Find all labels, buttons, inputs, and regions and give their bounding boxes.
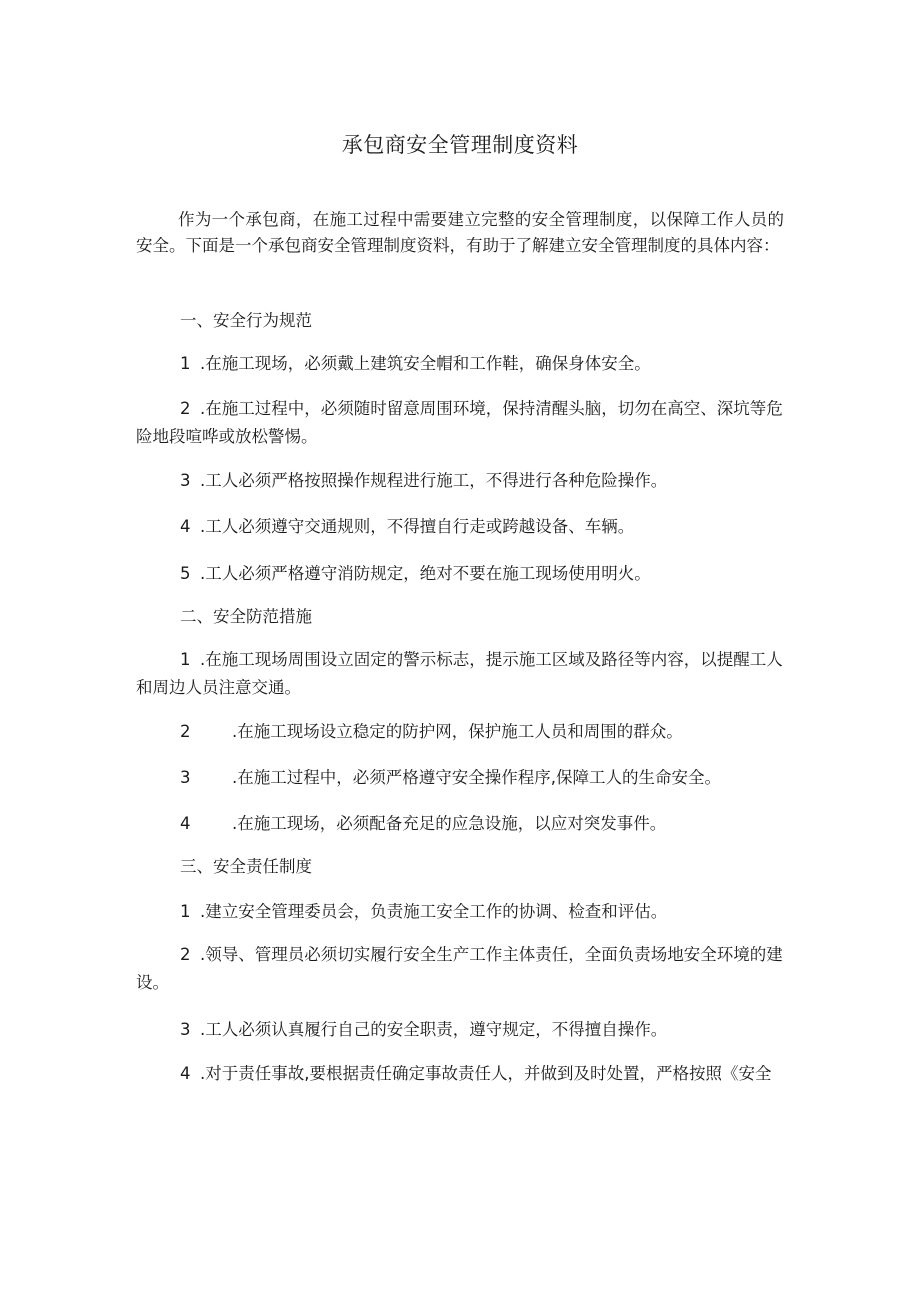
list-item [136,1060,784,1088]
item-number: 1 [180,354,191,373]
item-number: 1 [180,902,191,921]
list-item [136,395,784,451]
item-number: 4 [180,814,191,833]
item-number: 3 [180,1020,191,1039]
item-text: .工人必须认真履行自己的安全职责，遵守规定，不得擅自操作。 [200,1020,668,1039]
list-item [136,467,784,495]
list-item [136,941,784,997]
item-number: 2 [180,399,191,418]
item-text: .在施工现场设立稳定的防护网，保护施工人员和周围的群众。 [232,722,683,741]
section-heading: 三、安全责任制度 [180,857,312,876]
item-number: 4 [180,1064,191,1083]
item-text: .建立安全管理委员会，负责施工安全工作的协调、检查和评估。 [200,902,668,921]
item-number: 3 [180,768,191,787]
document-title: 承包商安全管理制度资料 [341,133,579,157]
item-number: 2 [180,722,191,741]
item-text: .在施工现场，必须戴上建筑安全帽和工作鞋，确保身体安全。 [200,354,651,373]
item-text: .领导、管理员必须切实履行安全生产工作主体责任，全面负责场地安全环境的建设。 [136,945,783,992]
list-item [136,810,784,838]
list-item [136,764,784,792]
list-item [136,560,784,588]
list-item [136,350,784,378]
section-heading: 一、安全行为规范 [180,311,312,330]
item-text: .工人必须遵守交通规则，不得擅自行走或跨越设备、车辆。 [200,517,635,536]
list-item [136,646,784,702]
list-item [136,898,784,926]
item-number: 3 [180,471,191,490]
list-item [136,1016,784,1044]
item-number: 2 [180,945,191,964]
item-number: 1 [180,650,191,669]
list-item [136,513,784,541]
item-text: .工人必须严格遵守消防规定，绝对不要在施工现场使用明火。 [200,564,651,583]
item-number: 4 [180,517,191,536]
item-text: .在施工现场，必须配备充足的应急设施，以应对突发事件。 [232,814,667,833]
intro-paragraph: 作为一个承包商，在施工过程中需要建立完整的安全管理制度，以保障工作人员的安全。下面是一个承包商安全管理制度资料，有助于了解建立安全管理制度的具体内容： [136,210,784,255]
item-text: .在施工现场周围设立固定的警示标志，提示施工区域及路径等内容，以提醒工人和周边人员注意交通。 [136,650,783,697]
item-text: .在施工过程中，必须严格遵守安全操作程序,保障工人的生命安全。 [232,768,721,787]
item-number: 5 [180,564,191,583]
item-text: .对于责任事故,要根据责任确定事故责任人，并做到及时处置，严格按照《安全 [200,1064,772,1083]
item-text: .在施工过程中，必须随时留意周围环境，保持清醒头脑，切勿在高空、深坑等危险地段喧哗或放松警惕。 [136,399,783,446]
item-text: .工人必须严格按照操作规程进行施工，不得进行各种危险操作。 [200,471,668,490]
section-heading: 二、安全防范措施 [180,607,312,626]
list-item [136,718,784,746]
